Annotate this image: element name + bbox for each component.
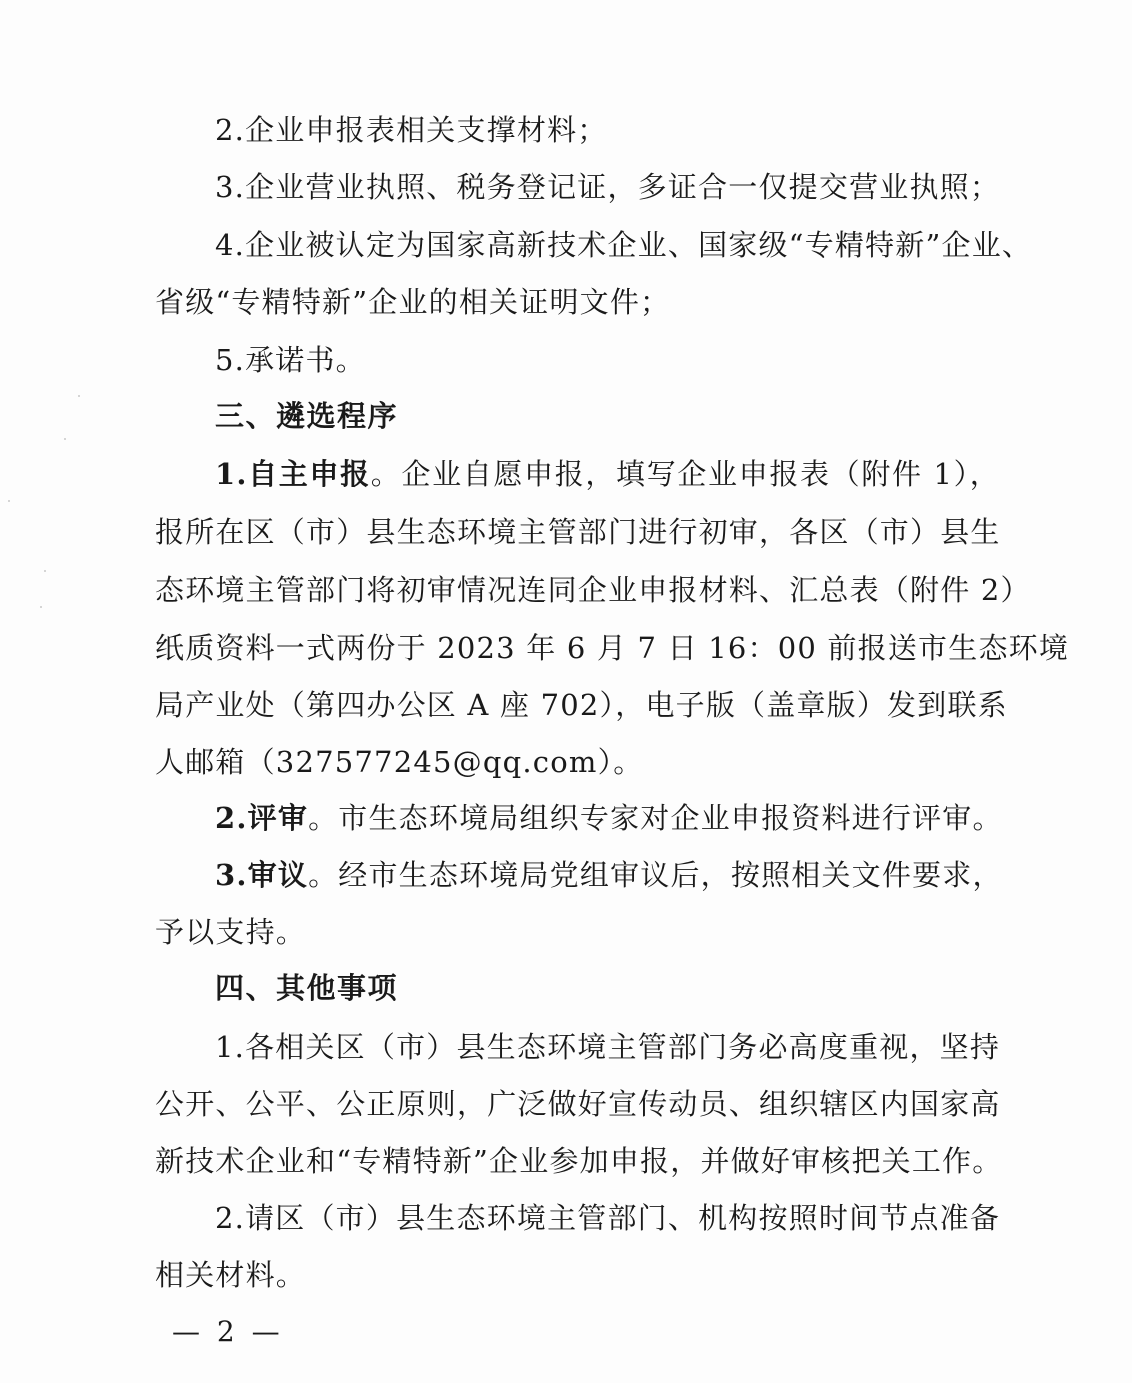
page-number: — 2 — [172, 1315, 284, 1348]
scan-speck [8, 500, 10, 502]
paragraph-line: 公开、公平、公正原则，广泛做好宣传动员、组织辖区内国家高 [155, 1087, 1001, 1121]
item-lead: 3.审议 [215, 858, 309, 892]
scan-speck [40, 606, 42, 608]
paragraph-line: 5.承诺书。 [215, 343, 366, 377]
paragraph-line: 省级“专精特新”企业的相关证明文件； [155, 285, 671, 319]
item-text: 。市生态环境局组织专家对企业申报资料进行评审。 [308, 801, 1003, 835]
paragraph-line: 人邮箱（327577245@qq.com）。 [155, 745, 644, 779]
item-text: 。经市生态环境局党组审议后，按照相关文件要求， [308, 858, 1003, 892]
item-lead: 1.自主申报 [215, 457, 371, 491]
paragraph-line: 相关材料。 [155, 1258, 307, 1292]
item-lead: 2.评审 [215, 801, 309, 835]
scan-speck [44, 570, 46, 572]
paragraph-line: 纸质资料一式两份于 2023 年 6 月 7 日 16：00 前报送市生态环境 [155, 631, 1070, 665]
scan-speck [78, 395, 80, 397]
paragraph-line: 局产业处（第四办公区 A 座 702），电子版（盖章版）发到联系 [155, 688, 1008, 722]
item-text: 。企业自愿申报，填写企业申报表（附件 1）， [370, 457, 1000, 491]
section-heading: 三、遴选程序 [215, 399, 399, 433]
section-heading: 四、其他事项 [215, 971, 399, 1005]
paragraph-line: 新技术企业和“专精特新”企业参加申报，并做好审核把关工作。 [155, 1144, 1003, 1178]
paragraph-line: 1.各相关区（市）县生态环境主管部门务必高度重视，坚持 [215, 1030, 1001, 1064]
paragraph-line: 2.请区（市）县生态环境主管部门、机构按照时间节点准备 [215, 1201, 1001, 1235]
paragraph-line [215, 855, 1003, 895]
paragraph-line: 3.企业营业执照、税务登记证，多证合一仅提交营业执照； [215, 170, 1001, 204]
paragraph-line: 态环境主管部门将初审情况连同企业申报材料、汇总表（附件 2） [155, 573, 1031, 607]
paragraph-line: 4.企业被认定为国家高新技术企业、国家级“专精特新”企业、 [215, 228, 1033, 262]
paragraph-line: 报所在区（市）县生态环境主管部门进行初审，各区（市）县生 [155, 515, 1001, 549]
scan-speck [64, 438, 66, 440]
paragraph-line [215, 798, 1003, 838]
paragraph-line: 予以支持。 [155, 915, 307, 949]
paragraph-line: 2.企业申报表相关支撑材料； [215, 113, 608, 147]
paragraph-line [215, 454, 1000, 494]
